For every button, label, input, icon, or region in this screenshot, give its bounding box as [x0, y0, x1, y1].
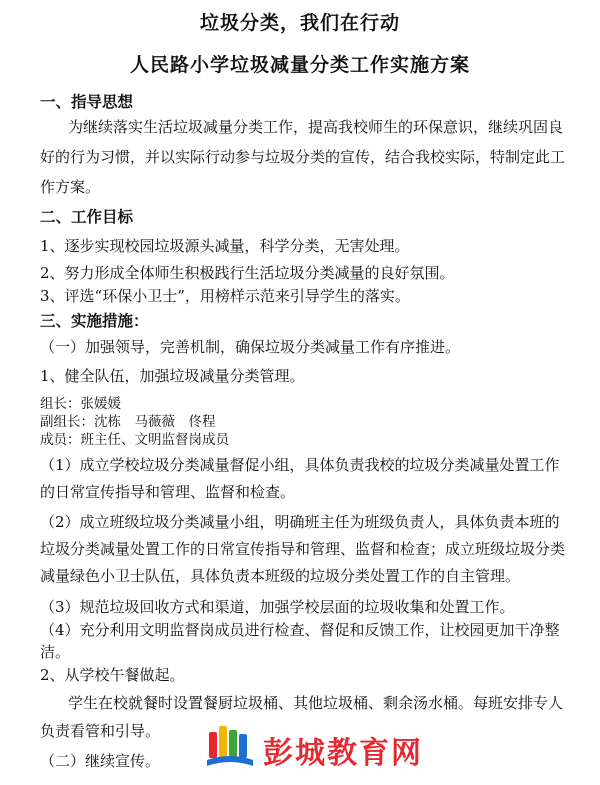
paragraph-line: （3）规范垃圾回收方式和渠道，加强学校层面的垃圾收集和处置工作。	[40, 598, 515, 616]
goal-item: 1、逐步实现校园垃圾源头减量，科学分类，无害处理。	[40, 237, 410, 255]
section-heading-work-goals: 二、工作目标	[40, 207, 134, 226]
team-leader: 组长：张媛媛	[40, 396, 121, 412]
paragraph-line: 的日常宣传指导和管理、监督和检查。	[40, 483, 296, 501]
paragraph-line: 学生在校就餐时设置餐厨垃圾桶、其他垃圾桶、剩余汤水桶。每班安排专人	[68, 694, 564, 712]
goal-item: 2、努力形成全体师生积极践行生活垃圾分类减量的良好氛围。	[40, 264, 455, 282]
watermark-logo	[205, 720, 445, 772]
book-icon	[205, 722, 255, 770]
paragraph-line: 好的行为习惯，并以实际行动参与垃圾分类的宣传，结合我校实际，特制定此工	[40, 148, 566, 166]
subsection-heading: （一）加强领导，完善机制，确保垃圾分类减量工作有序推进。	[40, 338, 461, 356]
list-item: 1、健全队伍，加强垃圾减量分类管理。	[40, 367, 305, 385]
goal-item: 3、评选“环保小卫士”，用榜样示范来引导学生的落实。	[40, 287, 410, 305]
paragraph-line: 减量绿色小卫士队伍，具体负责本班级的垃圾分类处置工作的自主管理。	[40, 567, 521, 585]
paragraph-line: （1）成立学校垃圾分类减量督促小组，具体负责我校的垃圾分类减量处置工作	[40, 456, 560, 474]
document-title: 垃圾分类，我们在行动	[199, 12, 400, 34]
team-members: 成员：班主任、文明监督岗成员	[40, 432, 229, 448]
paragraph-line: 洁。	[40, 643, 71, 661]
document-subtitle: 人民路小学垃圾减量分类工作实施方案	[129, 54, 470, 76]
paragraph-line: 负责看管和引导。	[40, 722, 161, 740]
team-deputy-leaders: 副组长：沈栋 马薇薇 佟程	[40, 414, 216, 430]
paragraph-line: （4）充分利用文明监督岗成员进行检查、督促和反馈工作，让校园更加干净整	[40, 621, 560, 639]
section-heading-guiding-thought: 一、指导思想	[40, 92, 134, 111]
paragraph-line: 为继续落实生活垃圾减量分类工作，提高我校师生的环保意识，继续巩固良	[68, 118, 564, 136]
list-item: 2、从学校午餐做起。	[40, 666, 185, 684]
paragraph-line: 作方案。	[40, 178, 101, 196]
section-heading-measures: 三、实施措施：	[40, 311, 149, 330]
subsection-heading: （二）继续宣传。	[40, 752, 161, 770]
paragraph-line: 垃圾分类减量处置工作的日常宣传指导和管理、监督和检查；成立班级垃圾分类	[40, 540, 566, 558]
watermark-text: 彭城教育网	[263, 736, 423, 771]
paragraph-line: （2）成立班级垃圾分类减量小组，明确班主任为班级负责人，具体负责本班的	[40, 513, 560, 531]
